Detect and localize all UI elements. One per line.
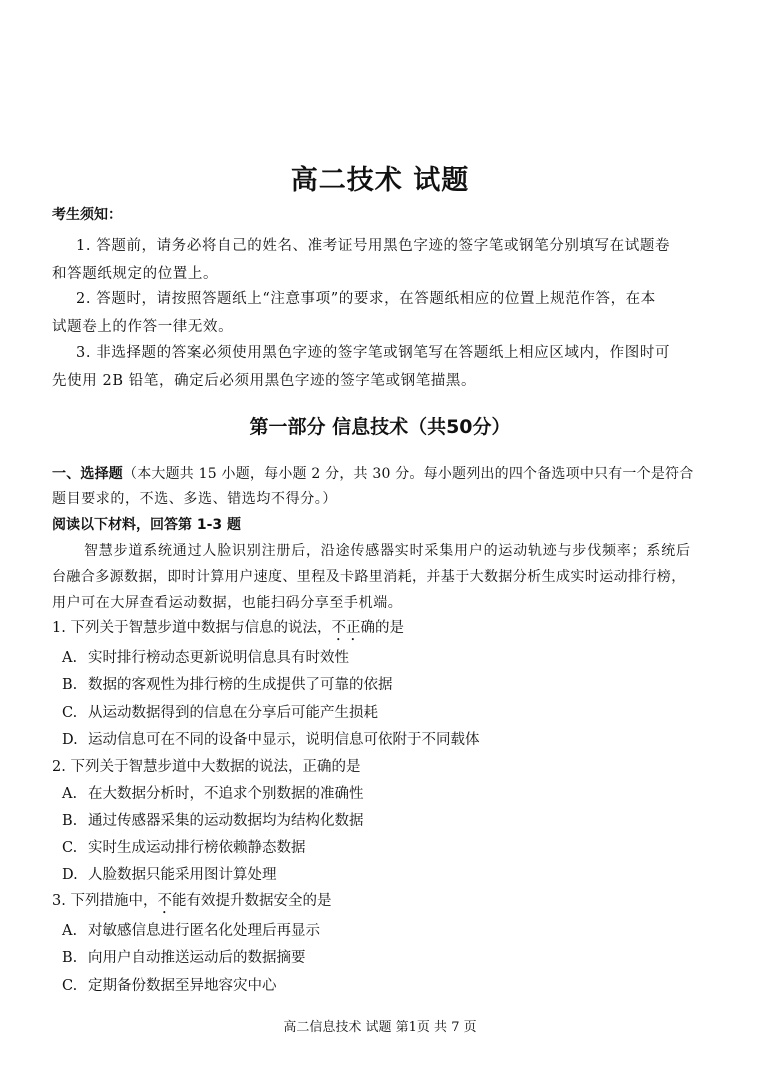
- notice-heading: 考生须知：: [52, 207, 122, 223]
- option-letter: A.: [62, 650, 78, 666]
- option-letter: D.: [62, 867, 78, 883]
- option-letter: B.: [62, 677, 78, 693]
- question-3-stem: [52, 889, 331, 917]
- option-text: 实时生成运动排行榜依赖静态数据: [88, 840, 306, 856]
- material-line-2: 台融合多源数据，即时计算用户速度、里程及卡路里消耗，并基于大数据分析生成实时运动排行榜，: [52, 569, 686, 585]
- question-3-option-b: [62, 946, 306, 967]
- option-letter: C.: [62, 705, 78, 721]
- notice-item-2-line-1: 2. 答题时，请按照答题纸上“注意事项”的要求，在答题纸相应的位置上规范作答，在本: [76, 291, 656, 307]
- option-letter: A.: [62, 786, 78, 802]
- option-text: 人脸数据只能采用图计算处理: [88, 867, 277, 883]
- question-2-option-d: [62, 863, 277, 884]
- option-letter: D.: [62, 732, 78, 748]
- question-2-option-c: [62, 836, 306, 857]
- question-1-option-d: [62, 728, 480, 749]
- part-description-line-2: 题目要求的，不选、多选、错选均不得分。）: [52, 491, 337, 507]
- section-title: 第一部分 信息技术（共50分）: [249, 416, 511, 438]
- question-2-option-a: [62, 782, 364, 803]
- option-letter: C.: [62, 978, 78, 994]
- question-1-stem-suffix: 确的是: [360, 620, 404, 636]
- question-1-stem-prefix: 1. 下列关于智慧步道中数据与信息的说法，: [52, 620, 332, 636]
- option-text: 运动信息可在不同的设备中显示，说明信息可依附于不同载体: [88, 732, 480, 748]
- option-letter: B.: [62, 813, 78, 829]
- question-1-option-c: [62, 701, 378, 722]
- notice-item-3-line-1: 3. 非选择题的答案必须使用黑色字迹的签字笔或钢笔写在答题纸上相应区域内，作图时可: [76, 345, 671, 361]
- option-text: 定期备份数据至异地容灾中心: [88, 978, 277, 994]
- notice-item-3-line-2: 先使用 2B 铅笔，确定后必须用黑色字迹的签字笔或钢笔描黑。: [52, 373, 477, 389]
- option-text: 数据的客观性为排行榜的生成提供了可靠的依据: [88, 677, 393, 693]
- reading-heading: 阅读以下材料，回答第 1-3 题: [52, 517, 242, 533]
- option-text: 对敏感信息进行匿名化处理后再显示: [88, 923, 320, 939]
- option-letter: C.: [62, 840, 78, 856]
- part-heading-line-1: [52, 463, 693, 483]
- option-text: 通过传感器采集的运动数据均为结构化数据: [88, 813, 364, 829]
- page-title: 高二技术 试题: [290, 165, 470, 196]
- part-heading: 一、选择题: [52, 466, 123, 482]
- question-3-stem-suffix: 能有效提升数据安全的是: [171, 893, 332, 909]
- option-letter: B.: [62, 950, 78, 966]
- option-letter: A.: [62, 923, 78, 939]
- notice-item-1-line-1: 1. 答题前，请务必将自己的姓名、准考证号用黑色字迹的签字笔或钢笔分别填写在试题卷: [76, 238, 671, 254]
- question-3-option-a: [62, 919, 320, 940]
- question-3-option-c: [62, 974, 277, 995]
- question-1-stem: [52, 616, 404, 644]
- question-2-stem: [52, 755, 360, 776]
- part-description: （本大题共 15 小题，每小题 2 分，共 30 分。每小题列出的四个备选项中只有一个是符合: [123, 466, 694, 482]
- question-3-stem-emphasis: 不: [157, 893, 172, 909]
- question-2-stem-prefix: 2. 下列关于智慧步道中大数据的说法，正确的是: [52, 759, 361, 775]
- option-text: 从运动数据得到的信息在分享后可能产生损耗: [88, 705, 378, 721]
- notice-item-1-line-2: 和答题纸规定的位置上。: [52, 266, 219, 282]
- question-3-stem-prefix: 3. 下列措施中，: [52, 893, 158, 909]
- question-2-option-b: [62, 809, 364, 830]
- option-text: 向用户自动推送运动后的数据摘要: [88, 950, 306, 966]
- material-line-3: 用户可在大屏查看运动数据，也能扫码分享至手机端。: [52, 595, 403, 611]
- question-1-stem-emphasis: 不正: [331, 620, 361, 636]
- option-text: 实时排行榜动态更新说明信息具有时效性: [88, 650, 349, 666]
- question-1-option-a: [62, 646, 349, 667]
- option-text: 在大数据分析时，不追求个别数据的准确性: [88, 786, 364, 802]
- notice-item-2-line-2: 试题卷上的作答一律无效。: [52, 319, 234, 335]
- material-line-1: 智慧步道系统通过人脸识别注册后，沿途传感器实时采集用户的运动轨迹与步伐频率；系统后: [84, 543, 691, 559]
- page-footer: 高二信息技术 试题 第1页 共 7 页: [283, 1020, 477, 1035]
- question-1-option-b: [62, 673, 393, 694]
